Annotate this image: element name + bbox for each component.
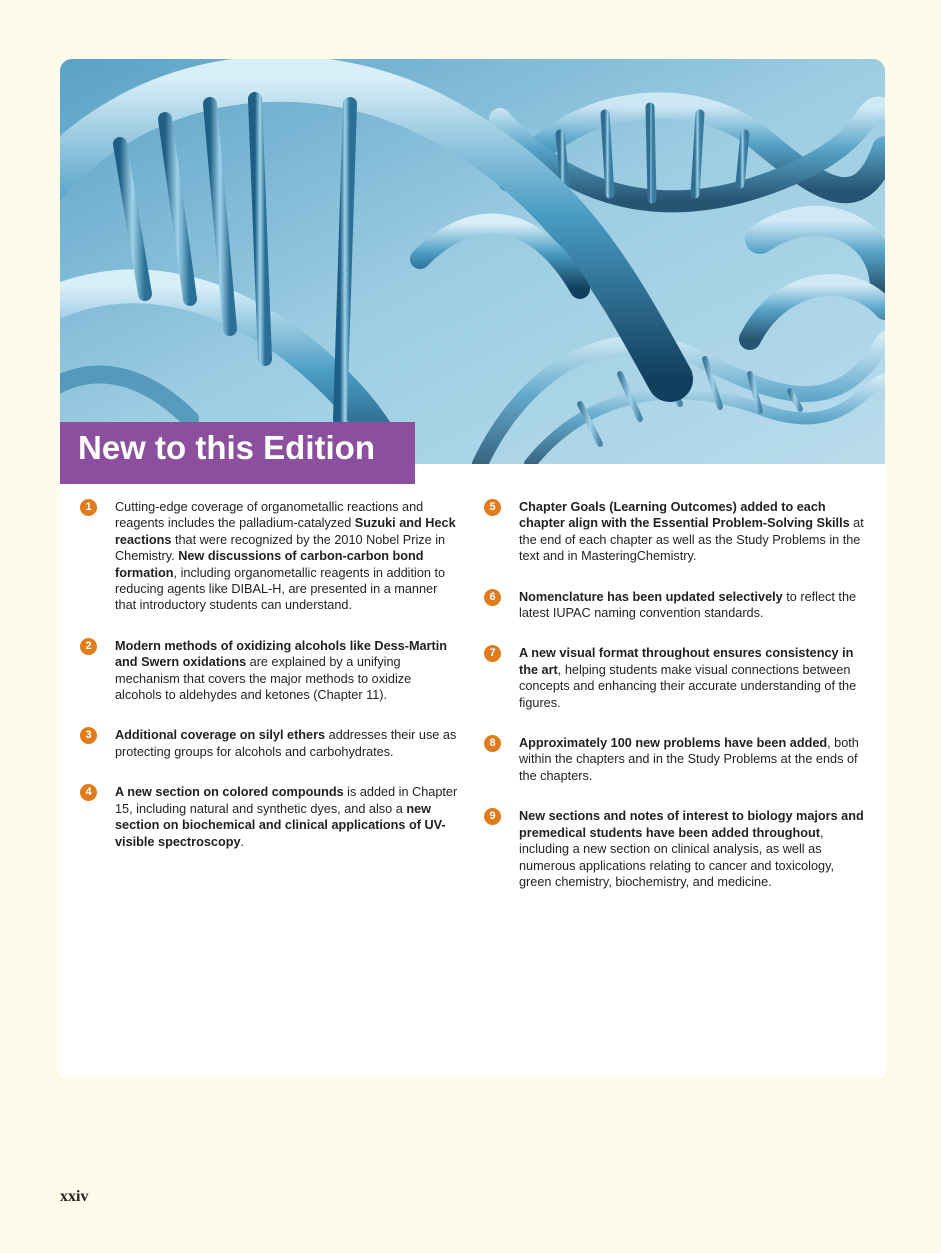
item-text bbox=[115, 727, 460, 760]
item-text-bold: Nomenclature has been updated selectively bbox=[519, 589, 783, 604]
number-badge: 9 bbox=[484, 808, 501, 825]
item-text-run: Cutting-edge coverage of organometallic reactions and reagents includes the palladium-catalyzed bbox=[115, 500, 424, 531]
item-text bbox=[519, 645, 868, 711]
item-text-run: are explained by a unifying mechanism that covers the major methods to oxidize alcohols to aldehydes and ketones (Chapter 11). bbox=[115, 655, 412, 703]
item-text bbox=[115, 499, 460, 614]
item-text-bold: Modern methods of oxidizing alcohols like Dess-Martin and Swern oxidations bbox=[115, 638, 448, 670]
item-text-run: , helping students make visual connections between concepts and enhancing their accurate understanding of the figures. bbox=[519, 662, 857, 710]
list-item bbox=[484, 645, 868, 711]
page-title: New to this Edition bbox=[78, 429, 375, 466]
item-text-run: is added in Chapter 15, including natural and synthetic dyes, and also a bbox=[115, 785, 458, 816]
item-text-run: at the end of each chapter as well as the Study Problems in the text and in MasteringChemistry. bbox=[519, 516, 864, 564]
item-text-bold: New discussions of carbon-carbon bond formation bbox=[115, 549, 424, 580]
list-item bbox=[80, 638, 460, 704]
dna-hero-image bbox=[60, 59, 885, 464]
title-banner bbox=[60, 422, 415, 484]
items-column-left bbox=[80, 499, 460, 850]
item-text-run: . bbox=[240, 834, 245, 849]
list-item bbox=[484, 589, 868, 622]
item-text-bold: Additional coverage on silyl ethers bbox=[115, 728, 326, 743]
list-item bbox=[80, 727, 460, 760]
item-text bbox=[519, 735, 868, 784]
item-text-run: to reflect the latest IUPAC naming convention standards. bbox=[519, 589, 857, 621]
item-text-bold: Approximately 100 new problems have been added bbox=[519, 736, 828, 751]
items-column-right bbox=[484, 499, 868, 890]
list-item bbox=[484, 499, 868, 565]
item-text bbox=[115, 784, 460, 850]
item-text-bold: Chapter Goals (Learning Outcomes) added to each chapter align with the Essential Problem-Solving Skills bbox=[519, 500, 850, 531]
number-badge: 6 bbox=[484, 589, 501, 606]
item-text-run: , both within the chapters and in the Study Problems at the ends of the chapters. bbox=[519, 736, 859, 783]
item-text bbox=[519, 589, 868, 622]
item-text-bold: New sections and notes of interest to biology majors and premedical students have been added throughout bbox=[519, 809, 864, 840]
list-item bbox=[80, 499, 460, 614]
number-badge: 4 bbox=[80, 784, 97, 801]
number-badge: 3 bbox=[80, 727, 97, 744]
item-text-bold: A new section on colored compounds bbox=[115, 785, 344, 800]
list-item bbox=[484, 735, 868, 784]
list-item bbox=[80, 784, 460, 850]
item-text-run: , including organometallic reagents in addition to reducing agents like DIBAL-H, are presented in a manner that introductory students can understand. bbox=[115, 565, 446, 613]
item-text-run: that were recognized by the 2010 Nobel Prize in Chemistry. bbox=[115, 532, 446, 564]
item-text-bold: Suzuki and Heck reactions bbox=[115, 516, 456, 547]
number-badge: 2 bbox=[80, 638, 97, 655]
item-text-run: , including a new section on clinical analysis, as well as numerous applications relating to cancer and toxicology, green chemistry, biochemistry, and medicine. bbox=[519, 825, 835, 889]
item-text-run: addresses their use as protecting groups for alcohols and carbohydrates. bbox=[115, 728, 457, 759]
item-text-bold: A new visual format throughout ensures consistency in the art bbox=[519, 646, 854, 677]
content-card bbox=[60, 59, 885, 1076]
item-text bbox=[519, 808, 868, 890]
number-badge: 7 bbox=[484, 645, 501, 662]
list-item bbox=[484, 808, 868, 890]
number-badge: 8 bbox=[484, 735, 501, 752]
item-text bbox=[519, 499, 868, 565]
page-number: xxiv bbox=[60, 1188, 89, 1205]
number-badge: 1 bbox=[80, 499, 97, 516]
item-text bbox=[115, 638, 460, 704]
number-badge: 5 bbox=[484, 499, 501, 516]
item-text-bold: new section on biochemical and clinical applications of UV-visible spectroscopy bbox=[115, 801, 446, 849]
